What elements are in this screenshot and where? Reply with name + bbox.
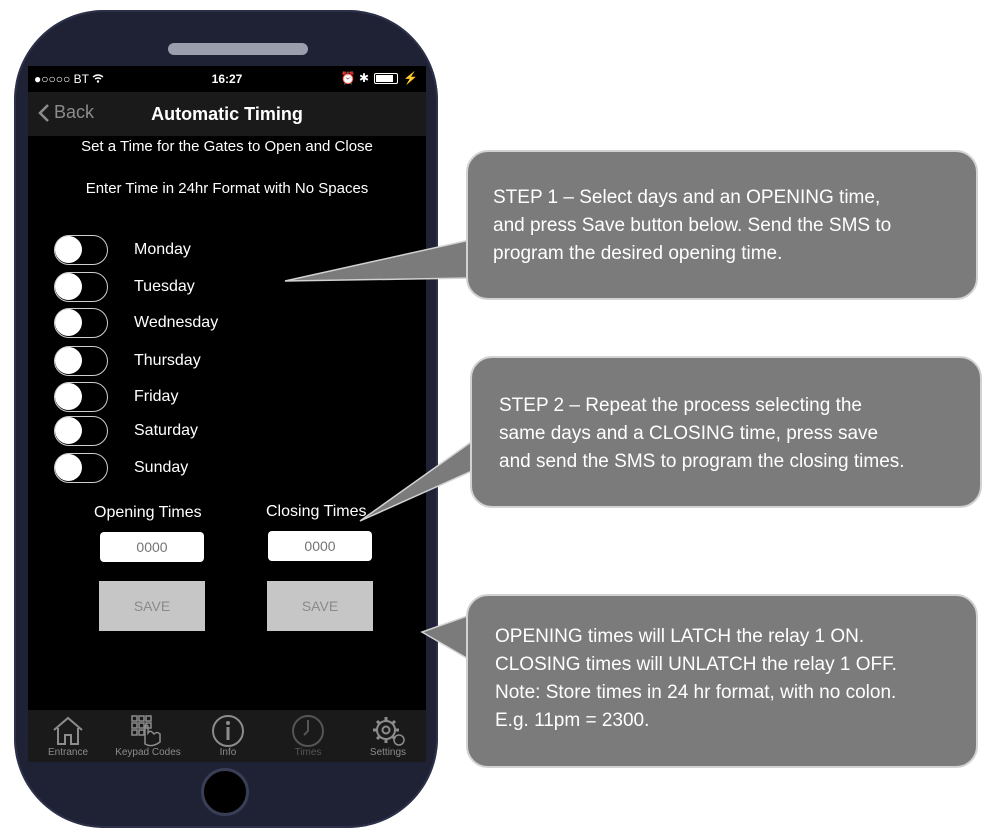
page-title: Automatic Timing [151,104,303,124]
callout-line: same days and a CLOSING time, press save [499,423,879,444]
step1-pointer [285,240,470,281]
step1-callout [466,150,978,300]
step2-pointer [360,440,474,521]
day-label-thursday: Thursday [134,352,201,369]
callout-line: STEP 2 – Repeat the process selecting the [499,395,862,416]
status-time: 16:27 [211,72,243,86]
callout-line: E.g. 11pm = 2300. [495,710,650,731]
carrier-signal: ●○○○○ BT [34,72,104,86]
tab-label-keypad-codes: Keypad Codes [115,747,181,758]
tab-label-times: Times [294,747,322,758]
tab-label-entrance: Entrance [47,747,89,758]
callout-line: and send the SMS to program the closing times. [499,451,905,472]
day-label-saturday: Saturday [134,422,199,439]
closing-times-label: Closing Times [266,503,367,520]
tab-label-info: Info [219,747,237,758]
callout-line: program the desired opening time. [493,243,783,264]
day-label-monday: Monday [134,241,191,258]
tab-label-settings: Settings [369,747,407,758]
day-label-wednesday: Wednesday [134,314,219,331]
day-label-tuesday: Tuesday [134,278,195,295]
instruction-line-2: Enter Time in 24hr Format with No Spaces [85,180,369,197]
save-opening-button[interactable]: SAVE [99,581,205,631]
day-label-sunday: Sunday [134,459,189,476]
callout-line: and press Save button below. Send the SMS to [493,215,892,236]
callout-line: Note: Store times in 24 hr format, with no colon. [495,682,897,703]
opening-times-label: Opening Times [94,504,202,521]
day-label-friday: Friday [134,388,179,405]
step2-callout [470,356,982,508]
save-closing-button[interactable]: SAVE [267,581,373,631]
charging-icon: ⚡ [403,71,418,85]
alarm-bluetooth-icons: ⏰ ✱ [340,71,370,85]
callout-line: STEP 1 – Select days and an OPENING time, [493,187,881,208]
callout-line: CLOSING times will UNLATCH the relay 1 OFF. [495,654,897,675]
back-label: Back [54,102,95,122]
note-pointer [422,615,470,660]
instruction-line-1: Set a Time for the Gates to Open and Close [81,138,373,155]
note-callout [466,594,978,768]
callout-line: OPENING times will LATCH the relay 1 ON. [495,626,865,647]
